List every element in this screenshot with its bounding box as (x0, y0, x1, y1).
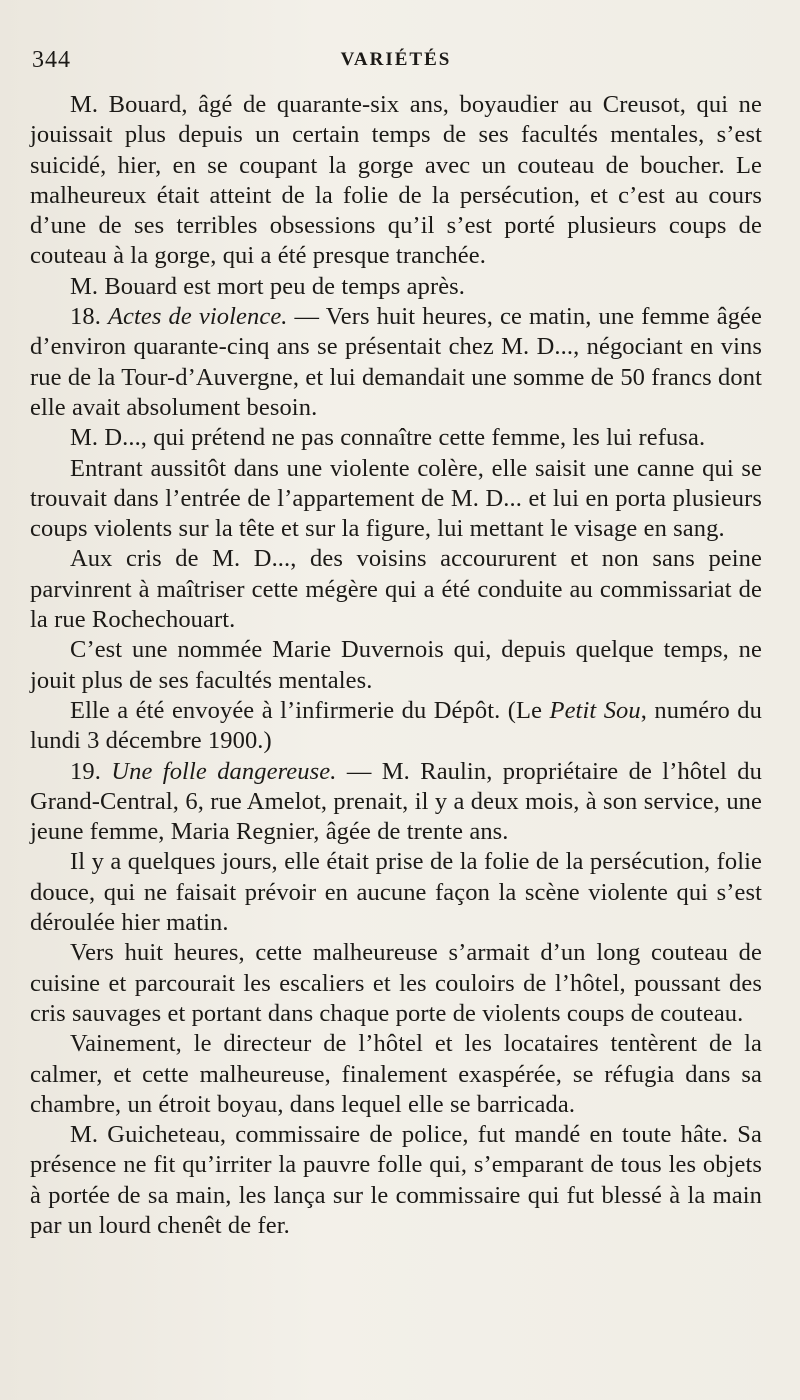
section-18-title: Actes de violence. (107, 303, 288, 331)
paragraph-assault: Entrant aussitôt dans une violente colère, elle saisit une canne qui se trouvait dans l’entrée de l’appartement de M. D... et lui en porta plusieurs coups violents sur la tête et sur la figure, lui mettant le visage en sang. (30, 454, 762, 543)
paragraph-persecution: Il y a quelques jours, elle était prise de la folie de la persécution, folie douce, qui ne faisait prévoir en aucune façon la scène violente qui s’est déroulée hier matin. (30, 848, 762, 937)
source-title: Petit Sou (549, 696, 641, 724)
paragraph-knife: Vers huit heures, cette malheureuse s’armait d’un long couteau de cuisine et parcourait les escaliers et les couloirs de l’hôtel, poussant des cris sauvages et portant dans chaque porte de violents coups de couteau. (30, 939, 762, 1027)
paragraph-identity: C’est une nommée Marie Duvernois qui, depuis quelque temps, ne jouit plus de ses facultés mentales. (30, 636, 762, 694)
source-before: Elle a été envoyée à l’infirmerie du Dépôt. (Le (70, 696, 550, 724)
paragraph-barricade: Vainement, le directeur de l’hôtel et les locataires tentèrent de la calmer, et cette malheureuse, finalement exaspérée, se réfugia dans sa chambre, un étroit boyau, dans lequel elle se barricada. (30, 1030, 762, 1118)
page-header (30, 40, 762, 80)
section-19-title: Une folle dangereuse. (111, 757, 337, 785)
body-text (30, 90, 762, 1241)
source-after: , numéro du lundi 3 décembre 1900.) (30, 696, 762, 755)
page-number: 344 (32, 47, 71, 73)
section-18-text: — Vers huit heures, ce matin, une femme âgée d’environ quarante-cinq ans se présentait chez M. D..., négociant en vins rue de la Tour-d’Auvergne, et lui demandait une somme de 50 francs dont elle avait absolument besoin. (30, 303, 763, 421)
paragraph-bouard-suicide: M. Bouard, âgé de quarante-six ans, boyaudier au Creusot, qui ne jouissait plus depuis un certain temps de ses facultés mentales, s’est suicidé, hier, en se coupant la gorge avec un couteau de boucher. Le malheureux était atteint de la folie de la persécution, et c’est au cours d’une de ses terribles obsessions qu’il s’est porté plusieurs coups de couteau à la gorge, qui a été presque tranchée. (30, 91, 762, 270)
section-19-text: — M. Raulin, propriétaire de l’hôtel du Grand-Central, 6, rue Amelot, prenait, il y a deux mois, à son service, une jeune femme, Maria Regnier, âgée de trente ans. (30, 757, 763, 846)
paragraph-refusal: M. D..., qui prétend ne pas connaître cette femme, les lui refusa. (70, 424, 706, 452)
paragraph-bouard-death: M. Bouard est mort peu de temps après. (70, 272, 466, 300)
section-18-number: 18. (70, 303, 101, 331)
running-head: VARIÉTÉS (340, 49, 452, 70)
paragraph-commissioner: M. Guicheteau, commissaire de police, fut mandé en toute hâte. Sa présence ne fit qu’irriter la pauvre folle qui, s’emparant de tous les objets à portée de sa main, les lança sur le commissaire qui fut blessé à la main par un lourd chenêt de fer. (30, 1121, 762, 1239)
section-19-number: 19. (70, 757, 101, 785)
section-18 (30, 302, 762, 423)
paragraph-neighbors: Aux cris de M. D..., des voisins accoururent et non sans peine parvinrent à maîtriser cette mégère qui a été conduite au commissariat de la rue Rochechouart. (30, 545, 762, 634)
paragraph-source (30, 696, 762, 757)
section-19 (30, 757, 762, 848)
